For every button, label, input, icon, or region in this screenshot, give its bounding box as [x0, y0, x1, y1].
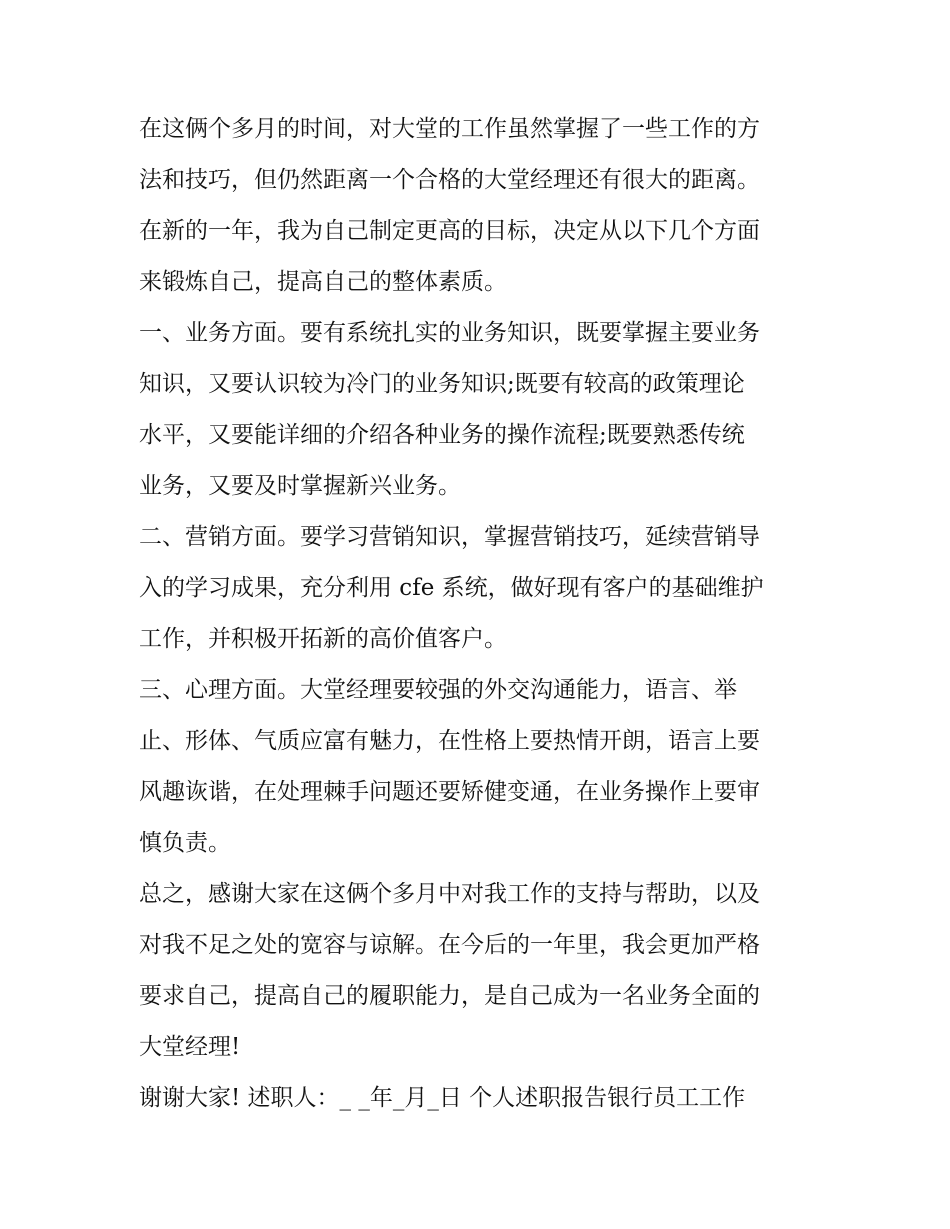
text-line: 总之，感谢大家在这俩个多月中对我工作的支持与帮助，以及: [139, 881, 760, 907]
text-line: 来锻炼自己，提高自己的整体素质。: [139, 269, 507, 295]
text-line: 法和技巧，但仍然距离一个合格的大堂经理还有很大的距离。: [139, 167, 760, 193]
text-line: 对我不足之处的宽容与谅解。在今后的一年里，我会更加严格: [139, 932, 760, 958]
text-line: 大堂经理!: [139, 1034, 241, 1060]
text-line: 在这俩个多月的时间，对大堂的工作虽然掌握了一些工作的方: [139, 116, 760, 142]
text-line: 业务，又要及时掌握新兴业务。: [139, 473, 461, 499]
text-line: 谢谢大家! 述职人：_ _年_月_日 个人述职报告银行员工工作: [139, 1085, 746, 1111]
document-body: [139, 104, 819, 1124]
text-line: 风趣诙谐，在处理棘手问题还要矫健变通，在业务操作上要审: [139, 779, 760, 805]
text-line: 入的学习成果，充分利用 cfe 系统，做好现有客户的基础维护: [139, 575, 764, 601]
text-line: 慎负责。: [139, 830, 231, 856]
text-line: 三、心理方面。大堂经理要较强的外交沟通能力，语言、举: [139, 677, 737, 703]
text-line: 知识，又要认识较为冷门的业务知识;既要有较高的政策理论: [139, 371, 745, 397]
text-line: 二、营销方面。要学习营销知识，掌握营销技巧，延续营销导: [139, 524, 760, 550]
text-line: 止、形体、气质应富有魅力，在性格上要热情开朗，语言上要: [139, 728, 760, 754]
text-line: 工作，并积极开拓新的高价值客户。: [139, 626, 507, 652]
text-line: 在新的一年，我为自己制定更高的目标，决定从以下几个方面: [139, 218, 760, 244]
text-line: 要求自己，提高自己的履职能力，是自己成为一名业务全面的: [139, 983, 760, 1009]
text-line: 一、业务方面。要有系统扎实的业务知识，既要掌握主要业务: [139, 320, 760, 346]
text-line: 水平，又要能详细的介绍各种业务的操作流程;既要熟悉传统: [139, 422, 745, 448]
